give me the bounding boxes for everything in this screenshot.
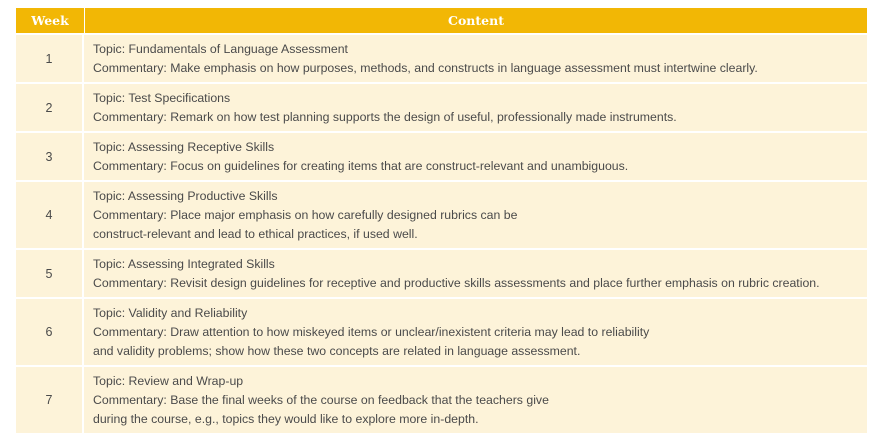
commentary-line: Commentary: Remark on how test planning supports the design of useful, professionally made instruments. (93, 110, 677, 124)
commentary-line: Commentary: Place major emphasis on how carefully designed rubrics can be (93, 208, 518, 222)
topic-line: Topic: Assessing Receptive Skills (93, 140, 275, 154)
header-content: Content (448, 13, 504, 28)
week-content (84, 133, 867, 180)
week-number: 7 (16, 367, 84, 433)
week-content (84, 182, 867, 248)
week-content (84, 250, 867, 297)
commentary-line: Commentary: Draw attention to how miskeyed items or unclear/inexistent criteria may lead to reliability (93, 325, 650, 339)
week-content (84, 299, 867, 365)
week-content (84, 367, 867, 433)
table-row (16, 131, 867, 180)
commentary-line: Commentary: Revisit design guidelines for receptive and productive skills assessments and place further emphasis on rubric creation. (93, 276, 820, 290)
table-row (16, 297, 867, 365)
commentary-line: construct-relevant and lead to ethical practices, if used well. (93, 227, 418, 241)
commentary-line: Commentary: Focus on guidelines for creating items that are construct-relevant and unambiguous. (93, 159, 629, 173)
week-number: 4 (16, 182, 84, 248)
table-row (16, 180, 867, 248)
week-number: 3 (16, 133, 84, 180)
commentary-line: Commentary: Make emphasis on how purposes, methods, and constructs in language assessment must intertwine clearly. (93, 61, 758, 75)
table-row (16, 82, 867, 131)
topic-line: Topic: Assessing Productive Skills (93, 189, 278, 203)
week-number: 1 (16, 35, 84, 82)
week-content (84, 35, 867, 82)
week-number: 5 (16, 250, 84, 297)
header-week: Week (16, 8, 85, 33)
topic-line: Topic: Fundamentals of Language Assessment (93, 42, 348, 56)
table-row (16, 248, 867, 297)
table-row (16, 33, 867, 82)
course-schedule-table (16, 8, 867, 433)
topic-line: Topic: Test Specifications (93, 91, 231, 105)
week-content (84, 84, 867, 131)
topic-line: Topic: Validity and Reliability (93, 306, 248, 320)
commentary-line: Commentary: Base the final weeks of the course on feedback that the teachers give (93, 393, 549, 407)
topic-line: Topic: Assessing Integrated Skills (93, 257, 275, 271)
commentary-line: and validity problems; show how these two concepts are related in language assessment. (93, 344, 581, 358)
table-row (16, 365, 867, 433)
week-number: 2 (16, 84, 84, 131)
commentary-line: during the course, e.g., topics they would like to explore more in-depth. (93, 412, 479, 426)
week-number: 6 (16, 299, 84, 365)
topic-line: Topic: Review and Wrap-up (93, 374, 244, 388)
table-header (16, 8, 867, 33)
